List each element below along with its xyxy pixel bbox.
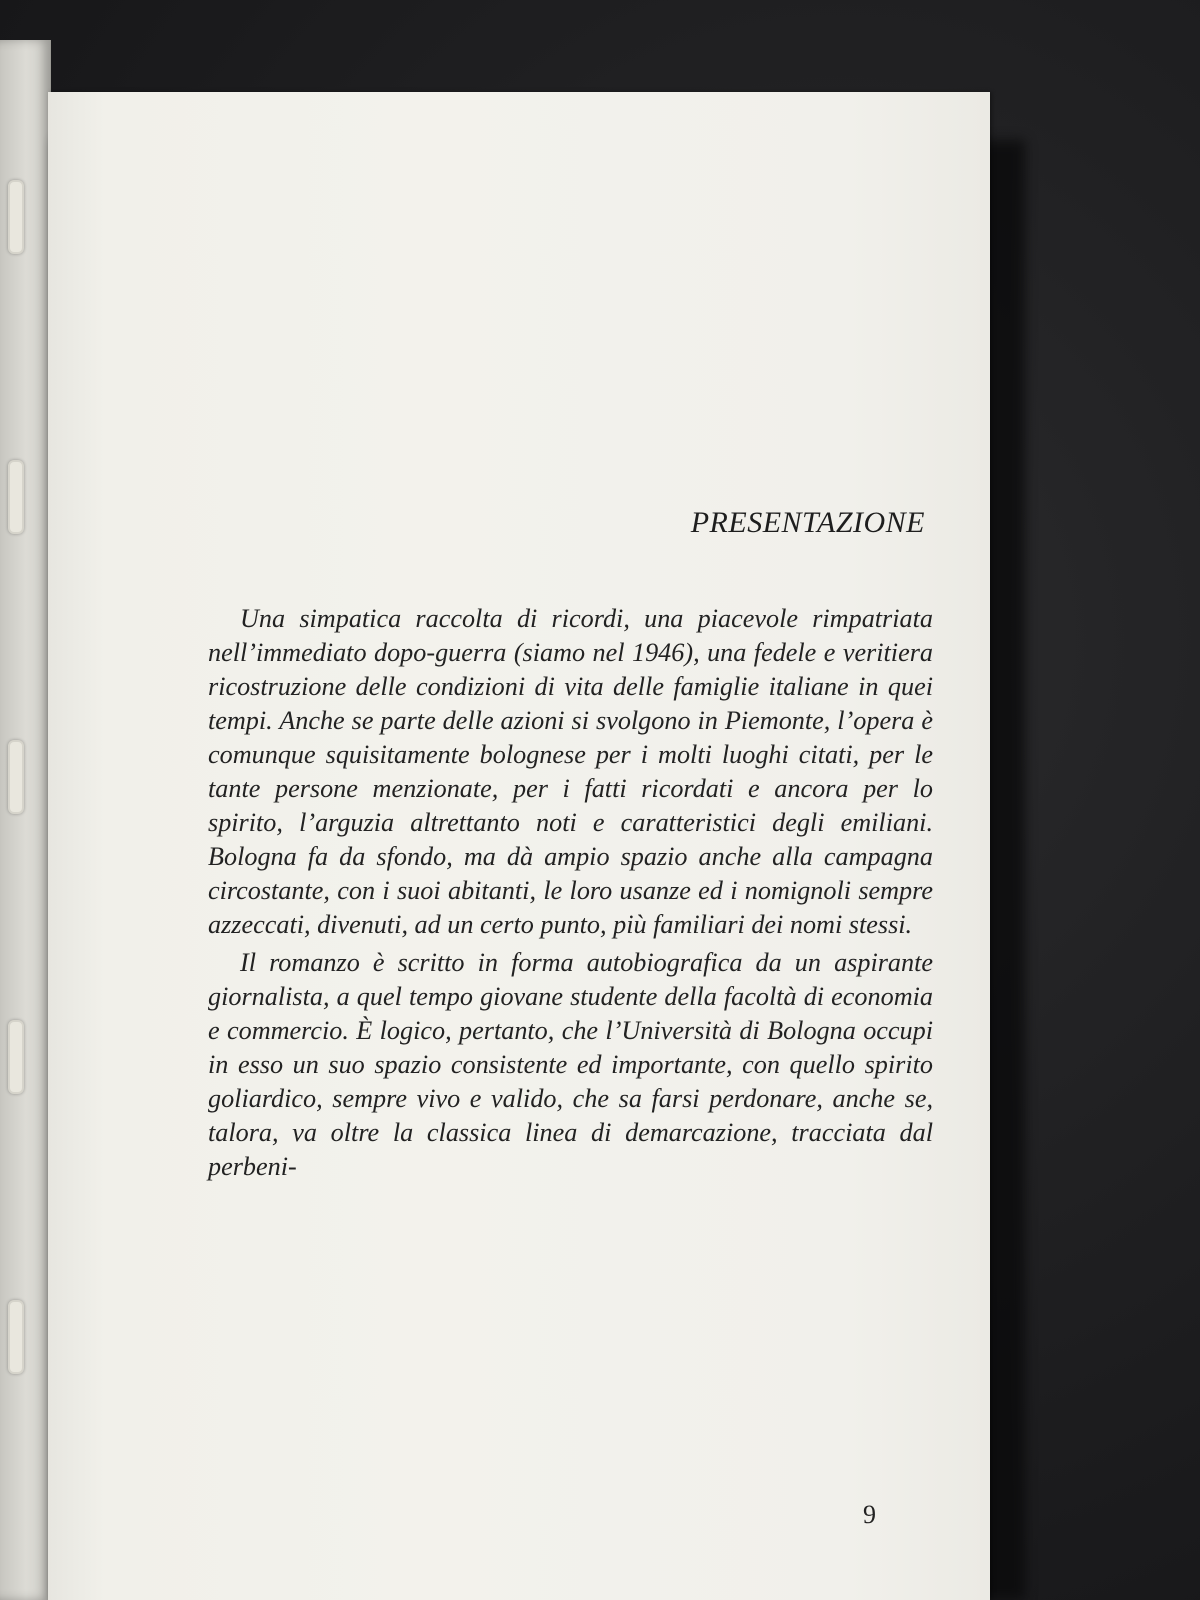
facing-page-edge [0, 40, 51, 1600]
binding-stitch [8, 1300, 24, 1374]
paragraph-1: Una simpatica raccolta di ricordi, una piacevole rimpatriata nell’immediato dopo-guerra (siamo nel 1946), una fedele e veritiera ricostruzione delle condizioni di vita delle famiglie italiane in quei tempi. Anche se parte delle azioni si svolgono in Piemonte, l’opera è comunque squisitamente bolognese per i molti luoghi citati, per le tante persone menzionate, per i fatti ricordati e ancora per lo spirito, l’arguzia altrettanto noti e caratteristici degli emiliani. Bologna fa da sfondo, ma dà ampio spazio anche alla campagna circostante, con i suoi abitanti, le loro usanze ed i nomignoli sempre azzeccati, divenuti, ad un certo punto, più familiari dei nomi stessi. [208, 604, 933, 939]
section-title: PRESENTAZIONE [690, 506, 925, 539]
book-page [48, 92, 990, 1600]
page-text-block [208, 506, 933, 1188]
page-number: 9 [863, 1500, 876, 1529]
binding-stitch [8, 1020, 24, 1094]
binding-stitch [8, 460, 24, 534]
binding-stitch [8, 180, 24, 254]
paragraph-2: Il romanzo è scritto in forma autobiografica da un aspirante giornalista, a quel tempo giovane studente della facoltà di economia e commercio. È logico, pertanto, che l’Università di Bologna occupi in esso un suo spazio consistente ed importante, con quello spirito goliardico, sempre vivo e valido, che sa farsi perdonare, anche se, talora, va oltre la classica linea di demarcazione, tracciata dal perbeni- [208, 948, 933, 1181]
binding-stitch [8, 740, 24, 814]
